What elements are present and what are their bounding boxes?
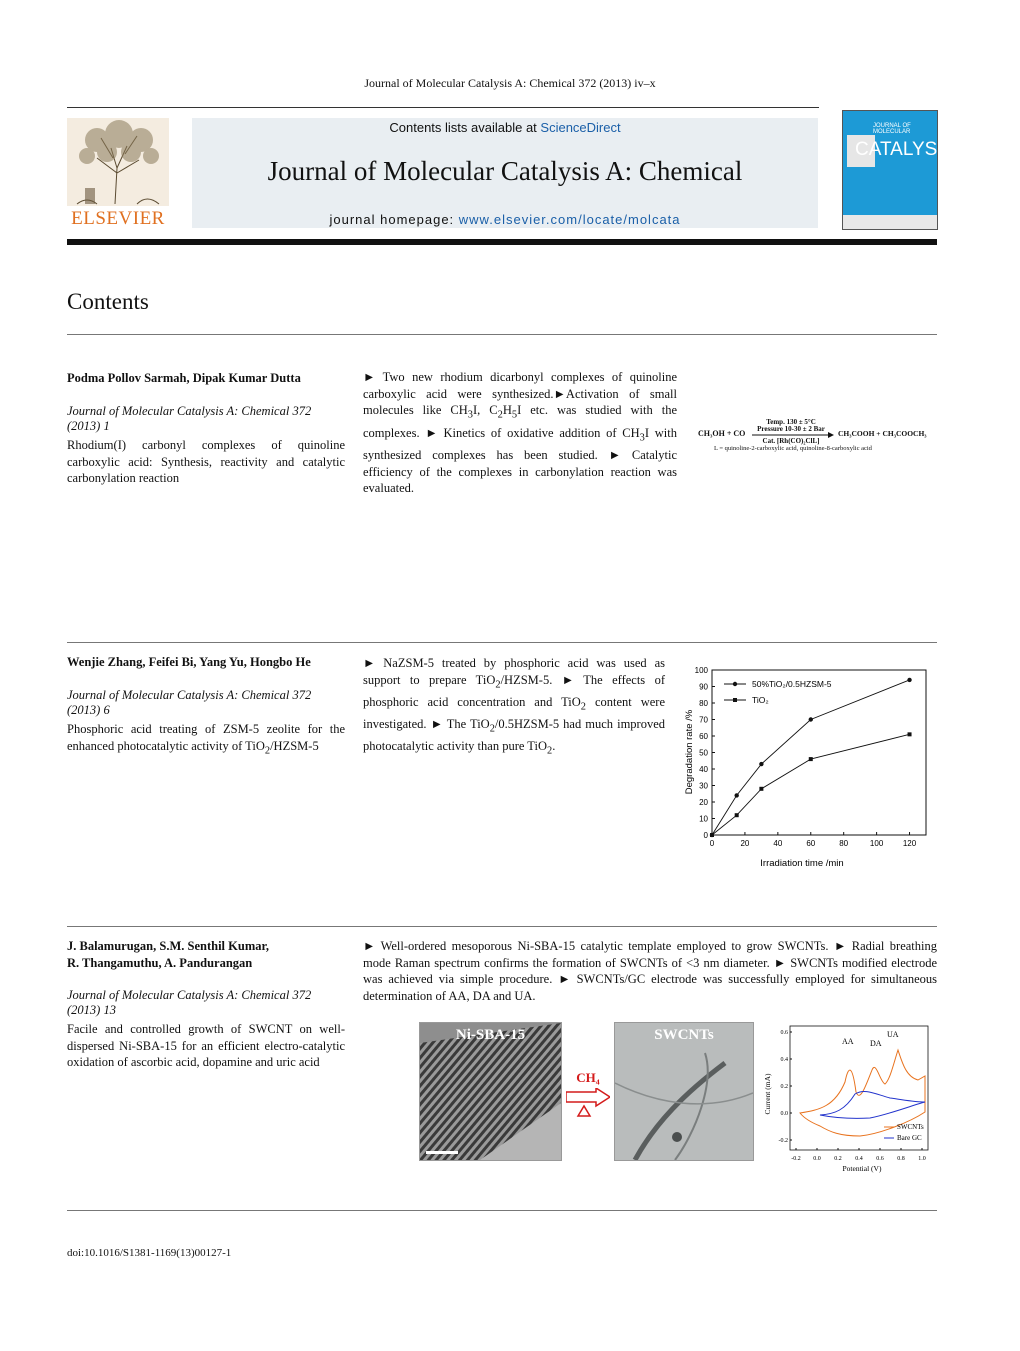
legend-label: 50%TiO₂/0.5HZSM-5 [752, 679, 832, 689]
cv-plot-frame [790, 1026, 928, 1150]
x-tick-label: 40 [773, 839, 783, 848]
scheme-condition-pressure: Pressure 10-30 ± 2 Bar [757, 425, 825, 433]
journal-title: Journal of Molecular Catalysis A: Chemical [267, 156, 743, 186]
cv-x-tick-label: 0.2 [834, 1156, 842, 1162]
homepage-label: journal homepage: [329, 212, 459, 227]
entry2-authors: Wenjie Zhang, Feifei Bi, Yang Yu, Hongbo He [67, 655, 311, 669]
entry1-title[interactable]: Rhodium(I) carbonyl complexes of quinoline carboxylic acid: Synthesis, reactivity and catalytic carbonylation reaction [67, 438, 345, 485]
chart-axes [712, 670, 926, 835]
scheme-reactants: CH₃OH + CO [698, 429, 746, 438]
data-point [759, 787, 763, 791]
sciencedirect-link[interactable]: ScienceDirect [540, 120, 621, 135]
growth-arrow [566, 1070, 610, 1120]
cv-y-tick-label: -0.2 [778, 1138, 788, 1144]
entry3-authors [67, 938, 347, 971]
legend-label: TiO₂ [752, 695, 769, 705]
contents-available-text: Contents lists available at [389, 120, 541, 135]
y-tick-label: 30 [699, 781, 708, 791]
entry1-citation[interactable]: Journal of Molecular Catalysis A: Chemical 372 (2013) 1 [67, 404, 312, 433]
chart-ticks [695, 666, 917, 848]
y-tick-label: 80 [699, 699, 708, 708]
cv-y-tick-label: 0.0 [780, 1111, 788, 1117]
header-rule [67, 107, 819, 108]
data-point [908, 732, 912, 736]
cv-axes [790, 1026, 928, 1150]
y-tick-label: 60 [699, 732, 708, 741]
page-title: Contents [67, 289, 149, 314]
data-point [710, 833, 714, 837]
cv-x-axis-label: Potential (V) [842, 1164, 882, 1173]
chart-series [710, 678, 912, 838]
legend-label-bare-gc: Bare GC [897, 1134, 922, 1142]
homepage-link[interactable]: www.elsevier.com/locate/molcata [458, 212, 681, 227]
doi: doi:10.1016/S1381-1169(13)00127-1 [67, 1247, 232, 1259]
data-point [907, 678, 911, 682]
running-head: Journal of Molecular Catalysis A: Chemical 372 (2013) iv–x [364, 76, 656, 90]
scheme-products: CH₃COOH + CH₃COOCH₃ [838, 429, 927, 438]
separator [67, 926, 937, 927]
y-tick-label: 20 [699, 798, 708, 807]
aa-peak-label: AA [842, 1037, 854, 1046]
legend-label-swcnts: SWCNTs [897, 1123, 924, 1131]
cv-x-tick-label: 0.0 [813, 1156, 821, 1162]
cover-top-text: JOURNAL OF MOLECULAR [873, 123, 911, 135]
ua-peak-label: UA [887, 1030, 899, 1039]
swcnts-image [614, 1022, 754, 1161]
cv-x-tick-label: -0.2 [791, 1156, 801, 1162]
publisher-name: ELSEVIER [71, 208, 165, 229]
separator [67, 334, 937, 335]
bare-gc-cv-curve [820, 1091, 925, 1118]
entry1-authors: Podma Pollov Sarmah, Dipak Kumar Dutta [67, 371, 301, 385]
x-tick-label: 0 [709, 839, 715, 848]
data-point [809, 757, 813, 761]
contents-available [192, 120, 818, 135]
y-tick-label: 100 [694, 666, 708, 675]
legend-marker [733, 698, 737, 702]
cv-x-tick-label: 0.4 [855, 1156, 863, 1162]
elsevier-logo [67, 118, 169, 228]
cv-y-tick-label: 0.4 [780, 1057, 788, 1063]
journal-banner [192, 118, 818, 228]
entry2-title[interactable]: Phosphoric acid treating of ZSM-5 zeolite for the enhanced photocatalytic activity of TiO$_2$/HZSM-5 [67, 722, 345, 756]
cv-y-axis-label: Current (mA) [763, 1073, 772, 1115]
x-tick-label: 60 [806, 839, 816, 848]
cv-x-tick-label: 1.0 [918, 1156, 926, 1162]
degradation-rate-chart [676, 660, 938, 872]
y-tick-label: 50 [699, 748, 708, 758]
cv-ticks [779, 1030, 926, 1162]
legend-marker [733, 682, 737, 686]
cyclic-voltammogram-chart [760, 1022, 938, 1174]
cover-title: CATALYSIS [855, 139, 956, 160]
data-point [735, 813, 739, 817]
separator [67, 1210, 937, 1211]
reaction-scheme [698, 418, 938, 458]
entry3-authors-line2: R. Thangamuthu, A. Pandurangan [67, 955, 253, 970]
entry3-title[interactable]: Facile and controlled growth of SWCNT on well-dispersed Ni-SBA-15 for an efficient electro-catalytic oxidation of ascorbic acid, dopamine and uric acid [67, 1022, 345, 1069]
cv-x-tick-label: 0.8 [897, 1156, 905, 1162]
ni-sba15-image [419, 1022, 562, 1161]
y-tick-label: 10 [699, 814, 708, 824]
scheme-condition-temp: Temp. 130 ± 5°C [766, 418, 816, 426]
cover-footer [843, 215, 937, 229]
scheme-ligand-note: L = quinoline-2-carboxylic acid, quinoline-8-carboxylic acid [714, 445, 872, 452]
entry2-citation[interactable]: Journal of Molecular Catalysis A: Chemical 372 (2013) 6 [67, 688, 312, 717]
cv-y-tick-label: 0.6 [780, 1030, 788, 1036]
y-axis-label: Degradation rate /% [684, 709, 695, 795]
x-tick-label: 120 [902, 839, 917, 848]
x-tick-label: 100 [869, 839, 884, 848]
y-tick-label: 40 [699, 765, 708, 774]
data-point [759, 762, 763, 766]
arrow-right-icon [566, 1088, 610, 1118]
y-tick-label: 90 [699, 682, 708, 692]
swcnts-label: SWCNTs [654, 1027, 714, 1043]
entry3-highlights: ► Well-ordered mesoporous Ni-SBA-15 catalytic template employed to grow SWCNTs. ► Radial breathing mode Raman spectrum confirms the formation of SWCNTs of <3 nm diameter. ► SWCNTs modified electrode was achieved via simple procedure. ► SWCNTs/GC electrode was successfully employed for simultaneous determination of AA, DA and UA. [363, 939, 937, 1004]
plot-frame [712, 670, 926, 835]
entry3-citation[interactable]: Journal of Molecular Catalysis A: Chemical 372 (2013) 13 [67, 988, 312, 1017]
ch4-label: CH₄ [576, 1070, 600, 1085]
chart-legend [724, 679, 832, 705]
data-point [809, 717, 813, 721]
separator [67, 642, 937, 643]
cv-y-tick-label: 0.2 [780, 1084, 788, 1090]
x-tick-label: 80 [839, 839, 849, 848]
entry3-authors-line1: J. Balamurugan, S.M. Senthil Kumar, [67, 939, 270, 953]
x-tick-label: 20 [740, 839, 750, 848]
cv-x-tick-label: 0.6 [876, 1156, 884, 1162]
entry2-highlights: ► NaZSM-5 treated by phosphoric acid was used as support to prepare TiO$_2$/HZSM-5. ► The effects of phosphoric acid concentration and TiO$_2$ content were investigated. ► The TiO$_2$/0.5HZSM-5 had much improved photocatalytic activity than pure TiO$_2$. [363, 656, 665, 757]
series-line-1 [712, 734, 910, 835]
y-tick-label: 0 [703, 831, 708, 840]
header-thick-rule [67, 239, 937, 245]
x-axis-label: Irradiation time /min [760, 858, 844, 869]
entry1-highlights: ► Two new rhodium dicarbonyl complexes of quinoline carboxylic acid were synthesized.►Activation of small molecules like $CH_3I$, $C_2H_5I$ etc. was studied with the complexes. ► Kinetics of oxidative addition of $CH_3I$ with synthesized complexes has been studied. ► Catalytic efficiency of the complexes in carbonylation reaction was evaluated. [363, 370, 677, 496]
journal-cover [842, 110, 956, 230]
scheme-catalyst: Cat. [Rh(CO)₂ClL] [762, 437, 820, 445]
journal-homepage [192, 212, 818, 227]
y-tick-label: 70 [699, 715, 708, 725]
ni-sba15-label: Ni-SBA-15 [455, 1027, 526, 1043]
da-peak-label: DA [870, 1039, 882, 1048]
data-point [734, 793, 738, 797]
